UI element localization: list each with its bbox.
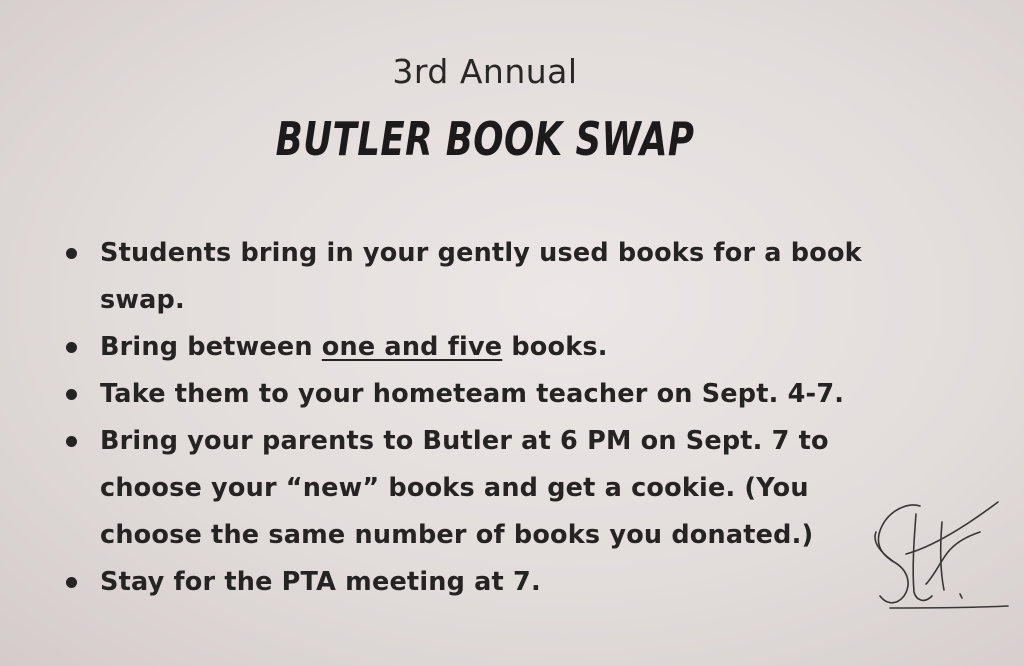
flyer-subtitle: 3rd Annual: [392, 52, 578, 91]
list-item-text: Stay for the PTA meeting at 7.: [100, 567, 541, 597]
bullet-icon: [66, 436, 77, 447]
list-item-bring-books: [60, 230, 890, 324]
list-item-text: Bring your parents to Butler at 6 PM on Sept. 7 to choose your “new” books and get a cookie. (You choose the same number of books you donated.): [100, 426, 829, 550]
signature-stroke-h-left: [913, 514, 932, 600]
handwritten-signature: [868, 492, 1014, 618]
signature-dot: [960, 594, 962, 598]
list-item-dropoff: [60, 371, 890, 418]
list-item-pta: [60, 559, 890, 606]
underlined-quantity: one and five: [321, 332, 503, 362]
bullet-icon: [66, 389, 77, 400]
list-item-text-before: Bring between: [100, 332, 322, 362]
flyer-title: BUTLER BOOK SWAP: [275, 112, 695, 166]
list-item-text: Take them to your hometeam teacher on Sept. 4-7.: [100, 379, 845, 409]
bullet-icon: [66, 248, 77, 259]
signature-stroke-flourish: [926, 532, 980, 584]
signature-underline: [890, 606, 1008, 608]
signature-stroke-h-bar: [906, 502, 998, 554]
list-item-event: [60, 418, 890, 559]
signature-stroke-h-right: [941, 522, 944, 590]
bullet-icon: [66, 577, 77, 588]
instruction-list: [60, 230, 890, 606]
bullet-icon: [66, 342, 77, 353]
list-item-text: Students bring in your gently used books for a book swap.: [100, 238, 862, 315]
list-item-book-count: [60, 324, 890, 371]
list-item-text-after: books.: [502, 332, 608, 362]
